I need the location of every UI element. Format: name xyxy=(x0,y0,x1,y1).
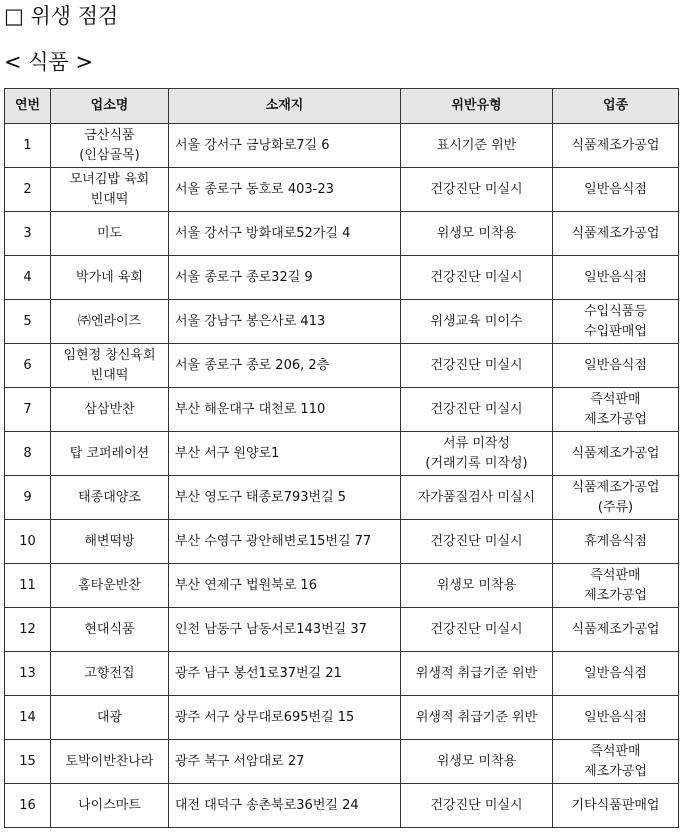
cell-business-name: 해변떡방 xyxy=(51,520,169,564)
cell-address: 서울 종로구 종로32길 9 xyxy=(169,256,401,300)
table-row xyxy=(5,520,679,564)
cell-no: 11 xyxy=(5,564,51,608)
table-row xyxy=(5,300,679,344)
cell-address: 광주 남구 봉선1로37번길 21 xyxy=(169,652,401,696)
table-row xyxy=(5,212,679,256)
table-header-row xyxy=(5,89,679,124)
cell-business-name: 태종대양조 xyxy=(51,476,169,520)
cell-address: 광주 북구 서암대로 27 xyxy=(169,740,401,784)
cell-business-name: 토박이반찬나라 xyxy=(51,740,169,784)
cell-business-type: 휴게음식점 xyxy=(553,520,679,564)
table-row xyxy=(5,784,679,828)
cell-no: 4 xyxy=(5,256,51,300)
cell-business-type: 일반음식점 xyxy=(553,344,679,388)
cell-business-name: 금산식품 (인삼골목) xyxy=(51,124,169,168)
cell-business-name: 대광 xyxy=(51,696,169,740)
cell-no: 12 xyxy=(5,608,51,652)
cell-violation-type: 위생교육 미이수 xyxy=(401,300,553,344)
cell-business-type: 수입식품등 수입판매업 xyxy=(553,300,679,344)
table-row xyxy=(5,564,679,608)
cell-address: 인천 남동구 남동서로143번길 37 xyxy=(169,608,401,652)
table-row xyxy=(5,740,679,784)
cell-business-type: 즉석판매 제조가공업 xyxy=(553,740,679,784)
cell-address: 부산 서구 원양로1 xyxy=(169,432,401,476)
cell-business-type: 식품제조가공업 xyxy=(553,608,679,652)
cell-violation-type: 위생적 취급기준 위반 xyxy=(401,652,553,696)
cell-violation-type: 서류 미작성 (거래기록 미작성) xyxy=(401,432,553,476)
cell-violation-type: 건강진단 미실시 xyxy=(401,520,553,564)
cell-address: 서울 강남구 봉은사로 413 xyxy=(169,300,401,344)
cell-violation-type: 건강진단 미실시 xyxy=(401,388,553,432)
cell-violation-type: 표시기준 위반 xyxy=(401,124,553,168)
cell-business-type: 식품제조가공업 xyxy=(553,212,679,256)
cell-violation-type: 자가품질검사 미실시 xyxy=(401,476,553,520)
cell-business-type: 즉석판매 제조가공업 xyxy=(553,564,679,608)
cell-business-name: ㈜엔라이즈 xyxy=(51,300,169,344)
cell-address: 부산 수영구 광안해변로15번길 77 xyxy=(169,520,401,564)
cell-business-name: 나이스마트 xyxy=(51,784,169,828)
column-header-no: 연번 xyxy=(5,89,51,124)
cell-violation-type: 위생모 미착용 xyxy=(401,212,553,256)
cell-business-name: 임현정 창신육회 빈대떡 xyxy=(51,344,169,388)
table-row xyxy=(5,124,679,168)
column-header-business-name: 업소명 xyxy=(51,89,169,124)
cell-business-type: 일반음식점 xyxy=(553,168,679,212)
cell-no: 16 xyxy=(5,784,51,828)
table-row xyxy=(5,168,679,212)
cell-no: 15 xyxy=(5,740,51,784)
cell-no: 14 xyxy=(5,696,51,740)
cell-violation-type: 위생적 취급기준 위반 xyxy=(401,696,553,740)
cell-violation-type: 건강진단 미실시 xyxy=(401,344,553,388)
cell-violation-type: 건강진단 미실시 xyxy=(401,168,553,212)
cell-address: 부산 영도구 태종로793번길 5 xyxy=(169,476,401,520)
cell-business-name: 홈타운반찬 xyxy=(51,564,169,608)
violations-table xyxy=(4,88,679,828)
table-row xyxy=(5,432,679,476)
cell-business-name: 탑 코퍼레이션 xyxy=(51,432,169,476)
cell-address: 서울 강서구 방화대로52가길 4 xyxy=(169,212,401,256)
cell-address: 서울 종로구 종로 206, 2층 xyxy=(169,344,401,388)
cell-address: 서울 종로구 동호로 403-23 xyxy=(169,168,401,212)
cell-business-type: 일반음식점 xyxy=(553,256,679,300)
cell-business-type: 식품제조가공업 xyxy=(553,124,679,168)
cell-business-type: 일반음식점 xyxy=(553,696,679,740)
cell-business-name: 미도 xyxy=(51,212,169,256)
cell-business-type: 기타식품판매업 xyxy=(553,784,679,828)
cell-business-name: 고향전집 xyxy=(51,652,169,696)
cell-violation-type: 위생모 미착용 xyxy=(401,740,553,784)
column-header-violation-type: 위반유형 xyxy=(401,89,553,124)
cell-business-name: 현대식품 xyxy=(51,608,169,652)
cell-address: 서울 강서구 금낭화로7길 6 xyxy=(169,124,401,168)
table-row xyxy=(5,388,679,432)
cell-no: 7 xyxy=(5,388,51,432)
cell-address: 광주 서구 상무대로695번길 15 xyxy=(169,696,401,740)
table-row xyxy=(5,652,679,696)
cell-address: 대전 대덕구 송촌북로36번길 24 xyxy=(169,784,401,828)
cell-no: 1 xyxy=(5,124,51,168)
table-row xyxy=(5,696,679,740)
cell-business-name: 삼삼반찬 xyxy=(51,388,169,432)
cell-no: 2 xyxy=(5,168,51,212)
cell-business-type: 식품제조가공업 (주류) xyxy=(553,476,679,520)
section-heading: □ 위생 점검 xyxy=(4,4,119,28)
category-heading: < 식품 > xyxy=(4,50,94,74)
table-row xyxy=(5,344,679,388)
cell-violation-type: 건강진단 미실시 xyxy=(401,784,553,828)
cell-business-name: 모녀김밥 육회 빈대떡 xyxy=(51,168,169,212)
table-row xyxy=(5,476,679,520)
cell-violation-type: 건강진단 미실시 xyxy=(401,608,553,652)
cell-business-type: 즉석판매 제조가공업 xyxy=(553,388,679,432)
cell-violation-type: 위생모 미착용 xyxy=(401,564,553,608)
cell-business-name: 박가네 육회 xyxy=(51,256,169,300)
cell-address: 부산 해운대구 대천로 110 xyxy=(169,388,401,432)
cell-no: 13 xyxy=(5,652,51,696)
cell-no: 6 xyxy=(5,344,51,388)
cell-no: 9 xyxy=(5,476,51,520)
cell-no: 10 xyxy=(5,520,51,564)
cell-business-type: 식품제조가공업 xyxy=(553,432,679,476)
table-row xyxy=(5,608,679,652)
cell-no: 8 xyxy=(5,432,51,476)
column-header-address: 소재지 xyxy=(169,89,401,124)
column-header-business-type: 업종 xyxy=(553,89,679,124)
cell-business-type: 일반음식점 xyxy=(553,652,679,696)
table-row xyxy=(5,256,679,300)
cell-no: 5 xyxy=(5,300,51,344)
cell-address: 부산 연제구 법원북로 16 xyxy=(169,564,401,608)
cell-violation-type: 건강진단 미실시 xyxy=(401,256,553,300)
cell-no: 3 xyxy=(5,212,51,256)
